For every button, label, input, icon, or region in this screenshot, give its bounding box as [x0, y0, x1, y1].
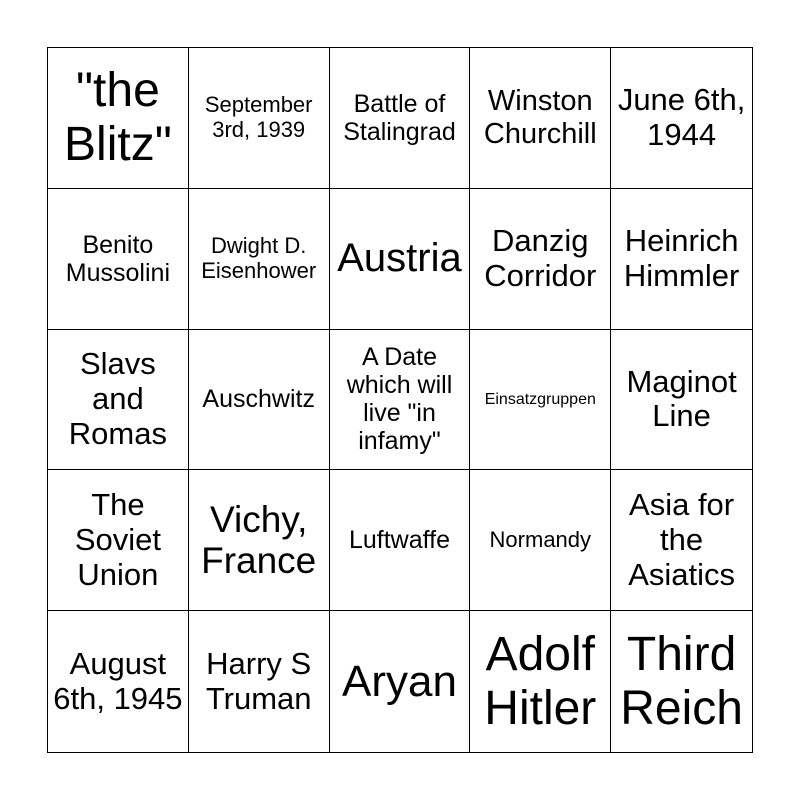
bingo-cell-text: Danzig Corridor: [484, 222, 597, 293]
bingo-cell-text: Asia for the Asiatics: [628, 487, 735, 592]
bingo-cell-text: Vichy, France: [201, 498, 317, 582]
bingo-cell[interactable]: [470, 470, 611, 611]
bingo-cell[interactable]: [330, 330, 471, 471]
bingo-cell[interactable]: [48, 48, 189, 189]
bingo-cell[interactable]: [330, 48, 471, 189]
bingo-cell-text: Dwight D. Eisenhower: [201, 233, 317, 283]
bingo-cell[interactable]: [189, 330, 330, 471]
bingo-cell[interactable]: [611, 330, 752, 471]
bingo-cell[interactable]: [48, 611, 189, 752]
bingo-cell[interactable]: [48, 330, 189, 471]
bingo-cell-text: June 6th, 1944: [617, 82, 746, 152]
bingo-cell[interactable]: [330, 611, 471, 752]
bingo-cell[interactable]: [48, 470, 189, 611]
bingo-cell-text: Normandy: [489, 526, 592, 552]
bingo-cell[interactable]: [611, 189, 752, 330]
bingo-cell-text: Maginot Line: [626, 363, 737, 434]
bingo-cell[interactable]: [330, 470, 471, 611]
bingo-cell[interactable]: [470, 48, 611, 189]
bingo-cell[interactable]: [189, 189, 330, 330]
bingo-cell[interactable]: [48, 189, 189, 330]
bingo-cell[interactable]: [189, 48, 330, 189]
bingo-cell-text: Austria: [337, 236, 462, 281]
bingo-cell-text: Adolf Hitler: [484, 627, 597, 735]
bingo-cell-text: Einsatzgruppen: [484, 390, 596, 408]
bingo-cell-text: Aryan: [342, 656, 457, 706]
bingo-cell[interactable]: [611, 48, 752, 189]
bingo-cell-text: August 6th, 1945: [53, 645, 183, 716]
bingo-cell-text: Slavs and Romas: [68, 346, 167, 451]
bingo-cell[interactable]: [470, 611, 611, 752]
bingo-cell[interactable]: [611, 470, 752, 611]
bingo-board: [47, 47, 753, 753]
bingo-cell-text: Heinrich Himmler: [623, 222, 740, 293]
bingo-cell[interactable]: [470, 330, 611, 471]
bingo-cell-text: Harry S Truman: [205, 645, 312, 716]
bingo-cell-text: A Date which will live "in infamy": [346, 343, 453, 456]
bingo-cell[interactable]: [189, 470, 330, 611]
bingo-cell-text: Winston Churchill: [483, 85, 597, 150]
bingo-cell-text: Luftwaffe: [348, 526, 450, 555]
bingo-cell-text: September 3rd, 1939: [204, 92, 313, 142]
bingo-cell[interactable]: [189, 611, 330, 752]
bingo-cell-text: Auschwitz: [202, 385, 315, 414]
bingo-cell-text: Third Reich: [620, 627, 743, 735]
bingo-cell-text: The Soviet Union: [74, 487, 161, 592]
bingo-cell-text: Battle of Stalingrad: [343, 89, 456, 146]
bingo-cell-text: Benito Mussolini: [65, 230, 170, 287]
bingo-cell-text: "the Blitz": [64, 64, 172, 171]
bingo-cell[interactable]: [470, 189, 611, 330]
bingo-cell[interactable]: [330, 189, 471, 330]
bingo-cell[interactable]: [611, 611, 752, 752]
